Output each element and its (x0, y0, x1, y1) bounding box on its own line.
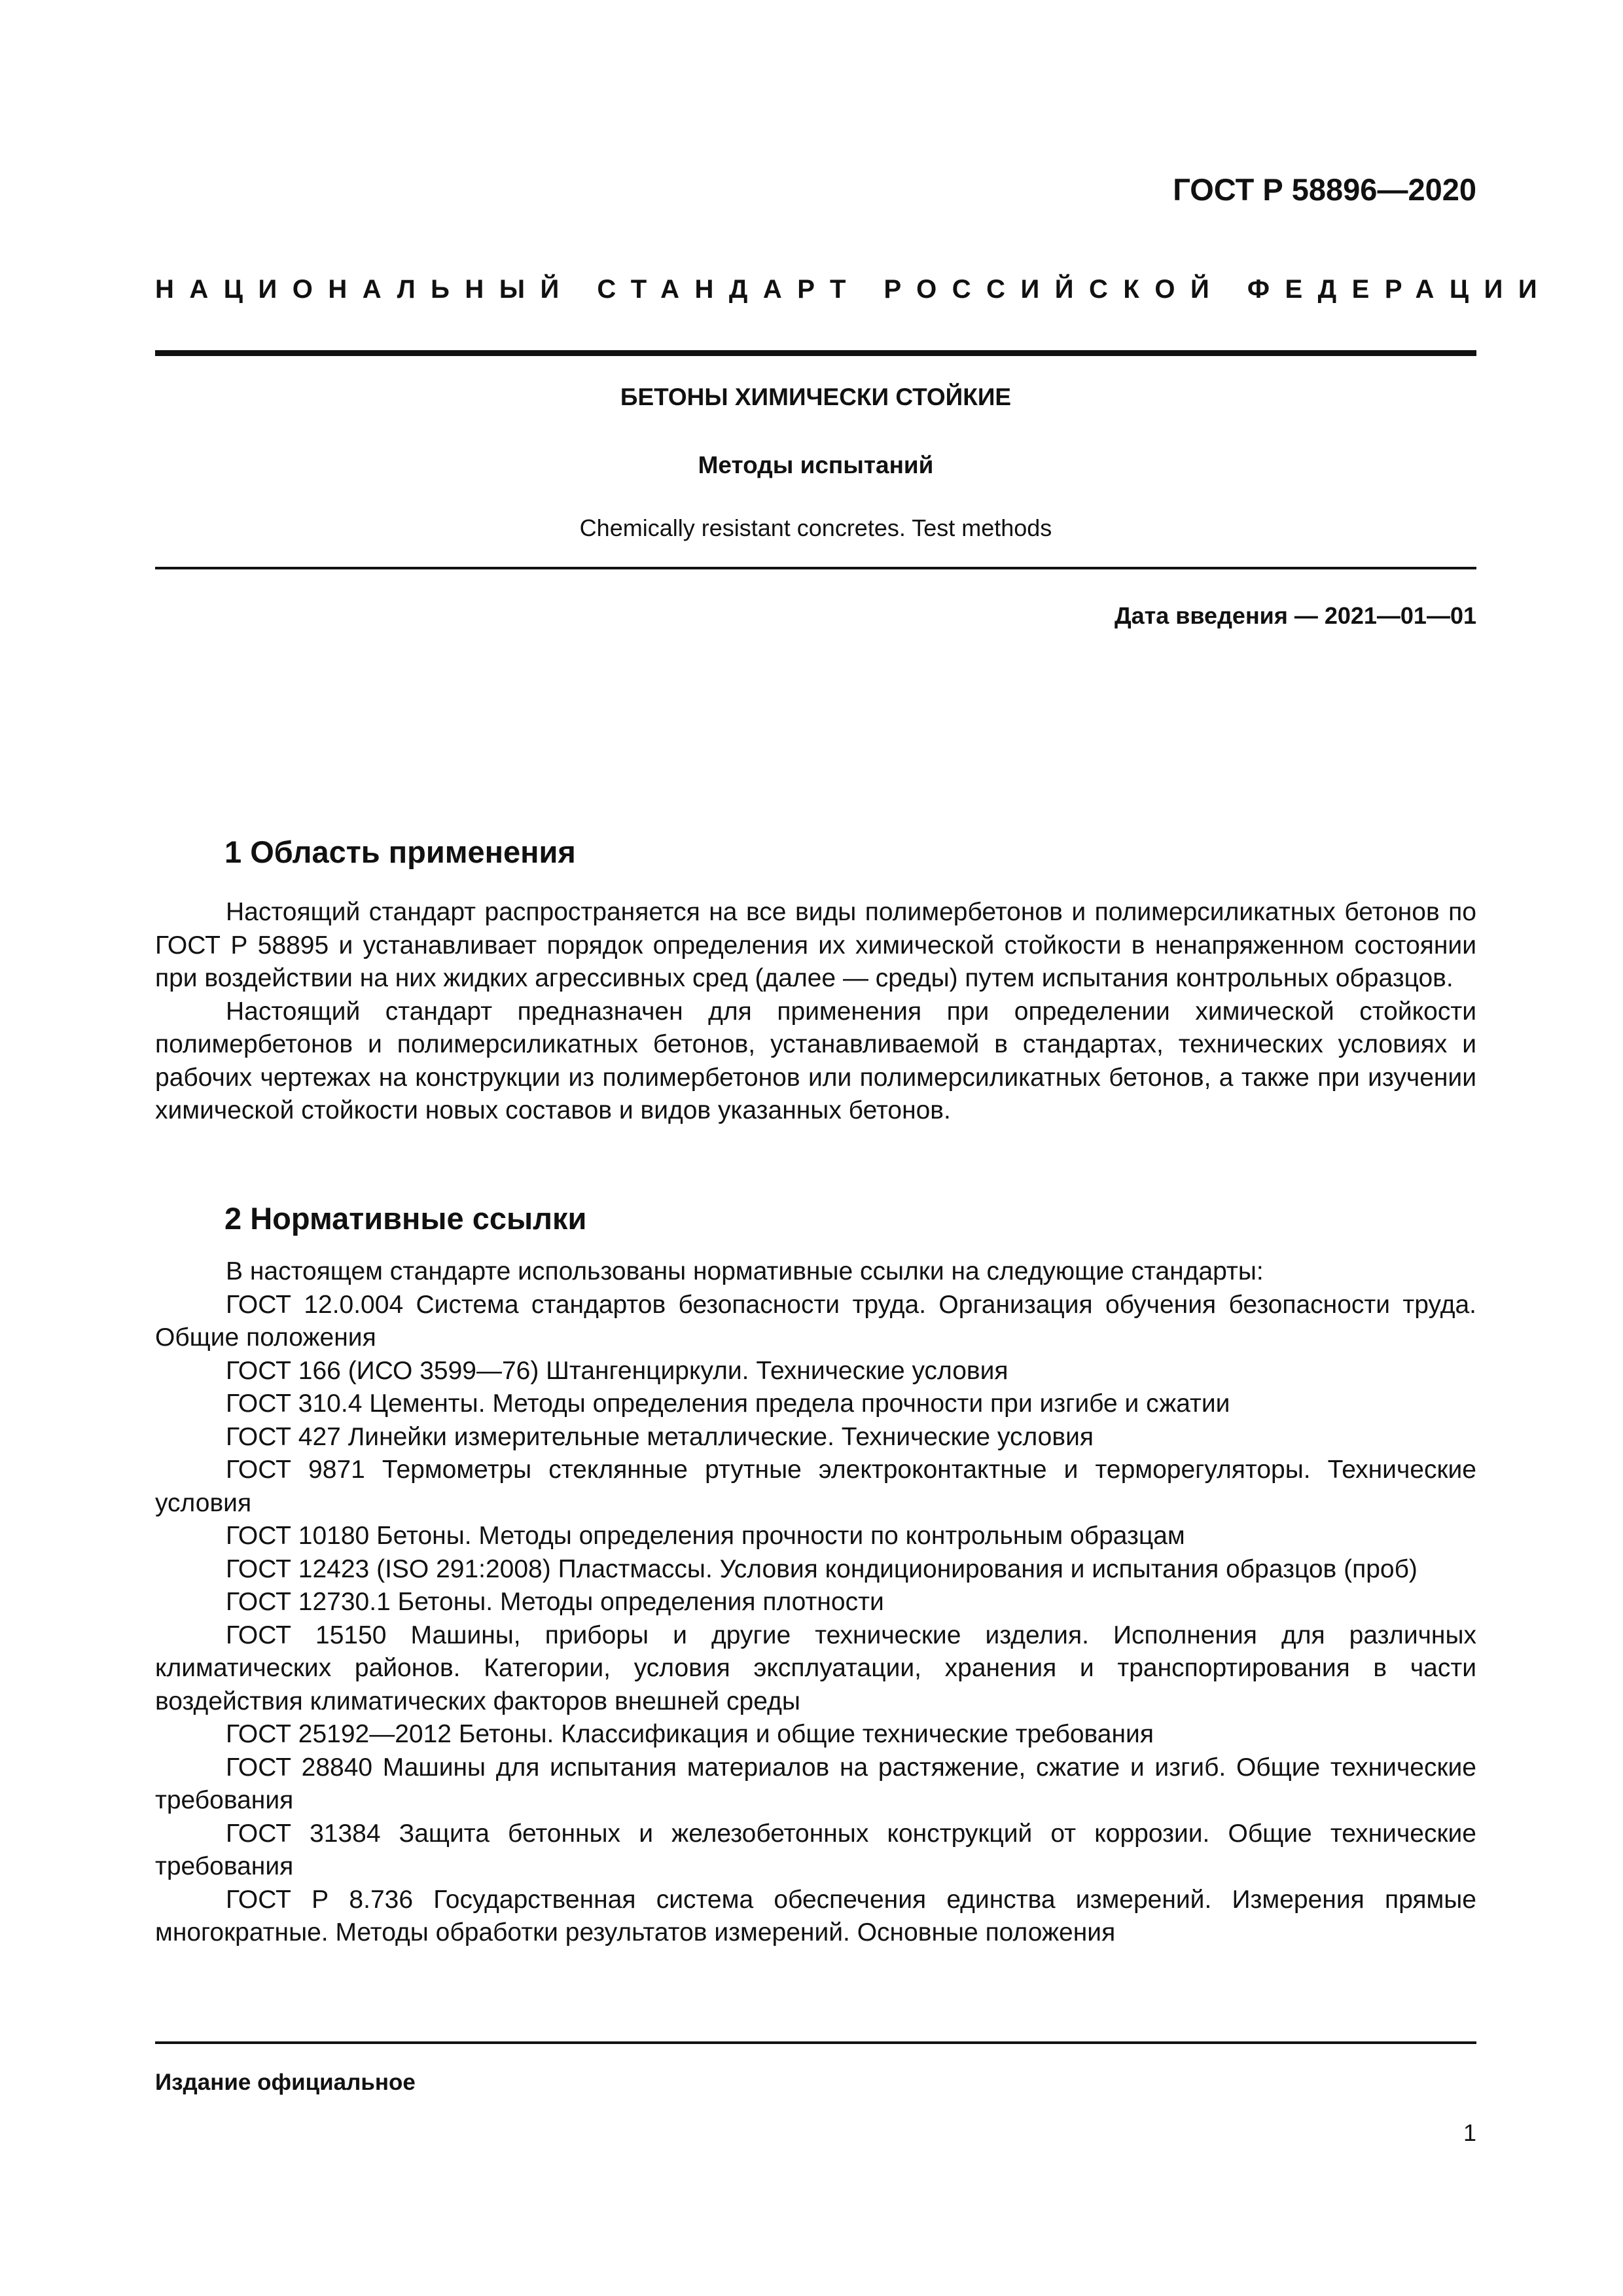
reference-item: ГОСТ 12423 (ISO 291:2008) Пластмассы. Условия кондиционирования и испытания образцов (проб) (226, 1554, 1418, 1583)
reference-item: ГОСТ 12.0.004 Система стандартов безопасности труда. Организация обучения безопасности труда. Общие положения (155, 1290, 1476, 1352)
reference-item: ГОСТ 15150 Машины, приборы и другие технические изделия. Исполнения для различных климатических районов. Категории, условия эксплуатации, хранения и транспортирования в части воздействия климатических факторов внешней среды (155, 1621, 1476, 1715)
gost-number: ГОСТ Р 58896—2020 (1173, 172, 1476, 207)
introduction-date: Дата введения — 2021—01—01 (1114, 602, 1476, 629)
section-2-heading: 2 Нормативные ссылки (224, 1201, 587, 1236)
edition-label: Издание официальное (155, 2070, 416, 2095)
reference-item: ГОСТ 9871 Термометры стеклянные ртутные электроконтактные и терморегуляторы. Технические условия (155, 1456, 1476, 1517)
reference-item: ГОСТ 166 (ИСО 3599—76) Штангенциркули. Технические условия (226, 1356, 1008, 1385)
section-1-body (155, 896, 1476, 1128)
header-rule-thick (155, 350, 1476, 356)
document-subtitle: Методы испытаний (698, 452, 934, 478)
reference-item: ГОСТ 427 Линейки измерительные металлические. Технические условия (226, 1422, 1094, 1451)
reference-item: ГОСТ 310.4 Цементы. Методы определения предела прочности при изгибе и сжатии (226, 1390, 1230, 1418)
section-2-intro: В настоящем стандарте использованы нормативные ссылки на следующие стандарты: (226, 1257, 1264, 1285)
reference-item: ГОСТ 25192—2012 Бетоны. Классификация и общие технические требования (226, 1720, 1154, 1748)
reference-item: ГОСТ Р 8.736 Государственная система обеспечения единства измерений. Измерения прямые многократные. Методы обработки результатов измерений. Основные положения (155, 1885, 1476, 1946)
reference-item: ГОСТ 28840 Машины для испытания материалов на растяжение, сжатие и изгиб. Общие технические требования (155, 1753, 1476, 1814)
national-standard-banner: НАЦИОНАЛЬНЫЙ СТАНДАРТ РОССИЙСКОЙ ФЕДЕРАЦИИ (155, 275, 1553, 304)
reference-item: ГОСТ 31384 Защита бетонных и железобетонных конструкций от коррозии. Общие технические требования (155, 1819, 1476, 1880)
footer-rule (155, 2041, 1476, 2044)
section-1-heading: 1 Область применения (224, 834, 576, 869)
section-2-body (155, 1255, 1476, 1950)
document-title: БЕТОНЫ ХИМИЧЕСКИ СТОЙКИЕ (620, 384, 1012, 410)
section-1-paragraph: Настоящий стандарт распространяется на все виды полимербетонов и полимерсиликатных бетонов по ГОСТ Р 58895 и устанавливает порядок определения их химической стойкости в ненапряженном состоянии при воздействии на них жидких агрессивных сред (далее — среды) путем испытания контрольных образцов. (155, 898, 1476, 992)
page-number: 1 (1463, 2119, 1476, 2146)
title-rule-thin (155, 567, 1476, 569)
reference-item: ГОСТ 12730.1 Бетоны. Методы определения плотности (226, 1588, 884, 1616)
english-title: Chemically resistant concretes. Test methods (579, 514, 1052, 541)
section-1-paragraph: Настоящий стандарт предназначен для применения при определении химической стойкости полимербетонов и полимерсиликатных бетонов, устанавливаемой в стандартах, технических условиях и рабочих чертежах на конструкции из полимербетонов или полимерсиликатных бетонов, а также при изучении химической стойкости новых составов и видов указанных бетонов. (155, 997, 1476, 1124)
reference-item: ГОСТ 10180 Бетоны. Методы определения прочности по контрольным образцам (226, 1522, 1185, 1550)
